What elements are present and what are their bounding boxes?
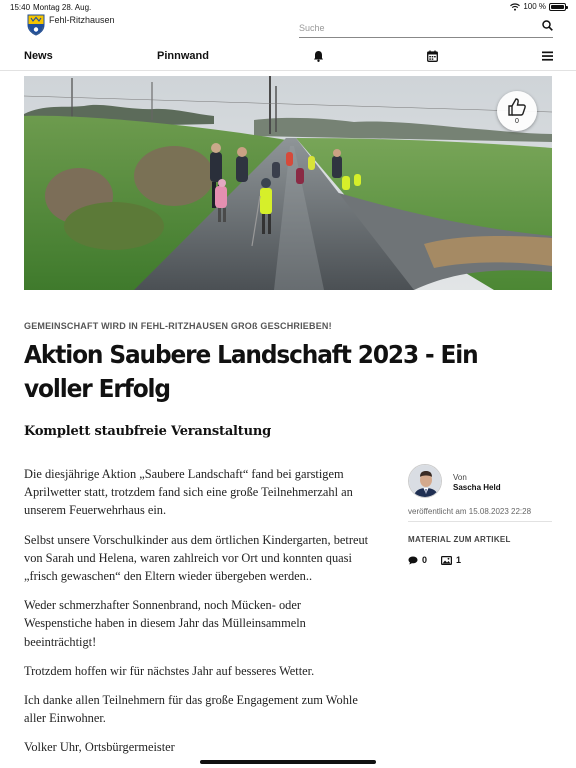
battery-percent: 100 % xyxy=(523,2,546,11)
like-button[interactable] xyxy=(497,91,537,131)
menu-icon[interactable] xyxy=(542,51,553,61)
material-heading: MATERIAL ZUM ARTIKEL xyxy=(408,535,511,544)
published-date: veröffentlicht am 15.08.2023 22:28 xyxy=(408,507,532,516)
hero-image xyxy=(24,76,552,290)
comments-link[interactable] xyxy=(408,555,427,565)
status-date: Montag 28. Aug. xyxy=(33,3,92,12)
site-logo[interactable] xyxy=(27,14,115,36)
nav-news[interactable]: News xyxy=(24,50,53,62)
search-input[interactable] xyxy=(299,19,529,37)
paragraph: Die diesjährige Aktion „Saubere Landschaft“ fand bei garstigem Aprilwetter statt, trotzdem fand sich eine große Teilnehmerzahl an unserem Feuerwehrhaus ein. xyxy=(24,467,353,518)
calendar-icon[interactable] xyxy=(427,50,438,62)
paragraph: Ich danke allen Teilnehmern für das große Engagement zum Wohle aller Einwohner. xyxy=(24,693,358,726)
paragraph: Selbst unsere Vorschulkinder aus dem örtlichen Kindergarten, betreut von Sarah und Helena, waren zahlreich vor Ort und konnten quasi „frisch gewaschen“ den Eltern wieder übergeben werden.. xyxy=(24,532,369,584)
coat-of-arms-icon xyxy=(27,14,45,36)
home-indicator xyxy=(200,760,376,764)
image-count: 1 xyxy=(456,555,462,565)
main-nav xyxy=(0,44,576,71)
avatar[interactable] xyxy=(408,464,442,498)
search-bar xyxy=(299,18,553,38)
images-link[interactable] xyxy=(441,555,461,565)
like-count: 0 xyxy=(515,118,519,125)
thumbs-up-icon xyxy=(507,97,527,117)
bell-icon[interactable] xyxy=(313,50,324,62)
search-icon[interactable] xyxy=(542,20,553,31)
article-stats xyxy=(408,555,461,565)
article-kicker: GEMEINSCHAFT WIRD IN FEHL-RITZHAUSEN GROß GESCHRIEBEN! xyxy=(24,321,332,331)
paragraph: Volker Uhr, Ortsbürgermeister xyxy=(24,740,175,755)
wifi-icon xyxy=(510,3,520,11)
paragraph: Trotzdem hoffen wir für nächstes Jahr auf besseres Wetter. xyxy=(24,663,315,678)
status-bar xyxy=(0,0,576,14)
paragraph: Weder schmerzhafter Sonnenbrand, noch Mücken- oder Wespenstiche haben in diesem Jahr das Mülleinsammeln beeinträchtigt! xyxy=(24,598,306,649)
comment-icon xyxy=(408,556,418,565)
battery-icon xyxy=(549,3,566,11)
site-name: Fehl-Ritzhausen xyxy=(49,15,115,25)
hero-photo xyxy=(24,76,552,290)
article-body xyxy=(24,465,369,768)
comment-count: 0 xyxy=(422,555,428,565)
status-time: 15:40 xyxy=(10,3,31,12)
divider xyxy=(408,521,552,522)
image-icon xyxy=(441,556,452,565)
nav-pinnwand[interactable]: Pinnwand xyxy=(157,50,209,62)
article-subtitle: Komplett staubfreie Veranstaltung xyxy=(24,424,271,439)
author-name[interactable]: Sascha Held xyxy=(453,483,501,492)
status-right xyxy=(510,2,566,11)
article-title: Aktion Saubere Landschaft 2023 - Ein voller Erfolg xyxy=(24,340,478,403)
author-by-label: Von xyxy=(453,473,467,482)
